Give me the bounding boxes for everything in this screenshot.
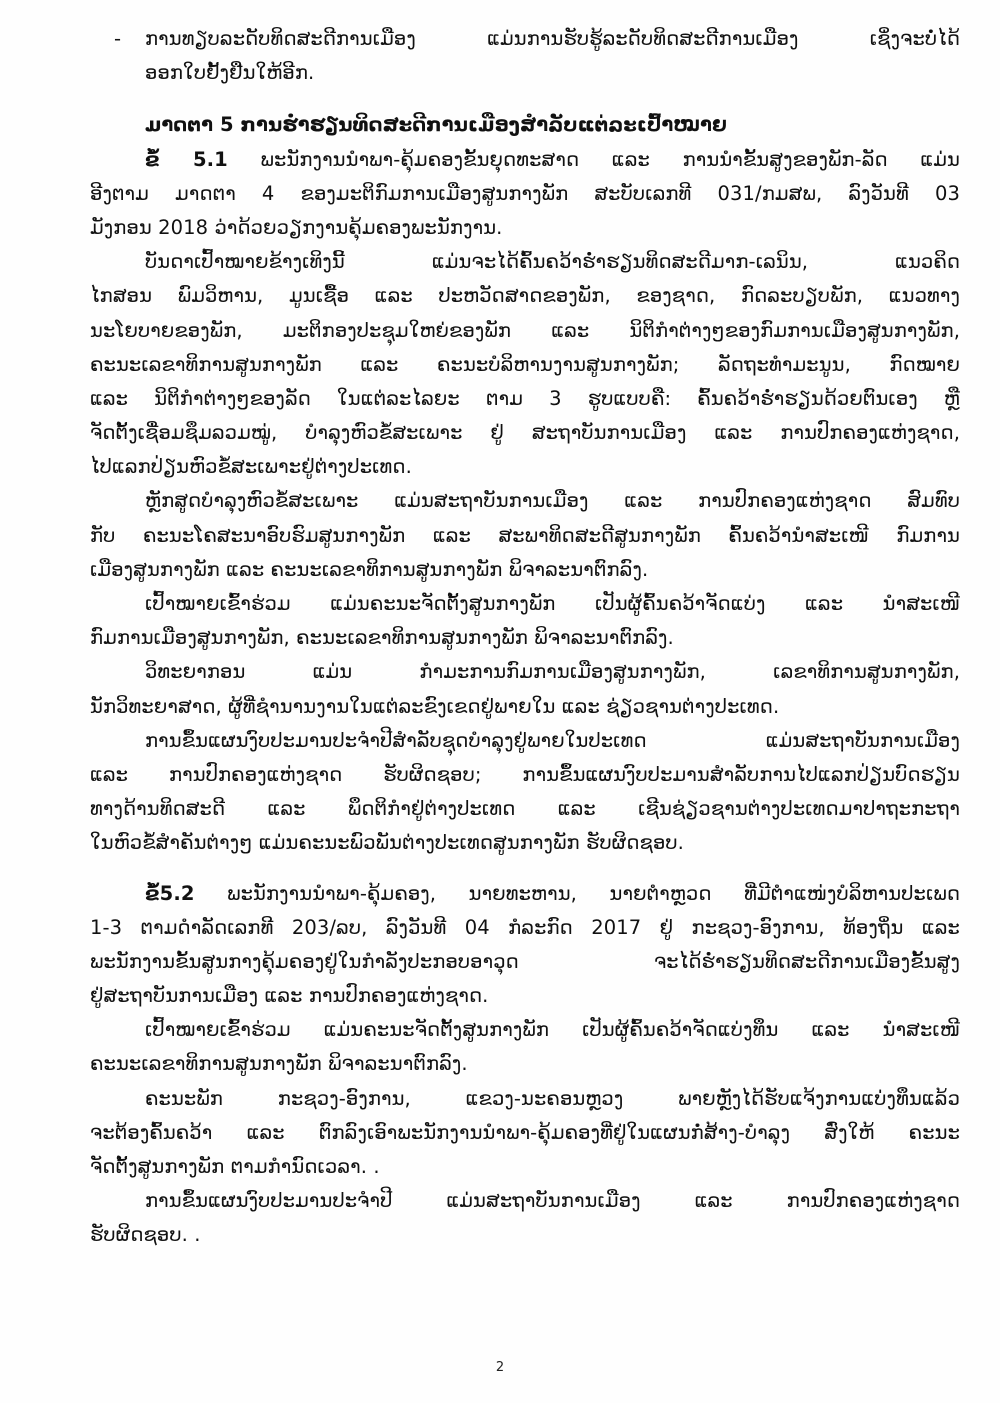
document-body bbox=[90, 22, 960, 1253]
page-number: 2 bbox=[495, 1360, 505, 1375]
paragraph-line: ເມືອງສູນກາງພັກ ແລະ ຄະນະເລຂາທິການສູນກາງພັກ ພິຈາລະນາຕົກລົງ. bbox=[90, 557, 649, 581]
bullet-text: ການທຽບລະດັບທິດສະດີການເມືອງ ແມ່ນການຮັບຮູ້ລະດັບທິດສະດີການເມືອງ ເຊິ່ງຈະບໍ່ໄດ້ bbox=[145, 27, 960, 50]
paragraph-line: ການຂຶ້ນແຜນງົບປະມານປະຈໍາປີ ແມ່ນສະຖາບັນການເມືອງ ແລະ ການປົກຄອງແຫ່ງຊາດ bbox=[145, 1189, 960, 1213]
paragraph-line: ວິທະຍາກອນ ແມ່ນ ກໍາມະການກົມການເມືອງສູນກາງພັກ, ເລຂາທິການສູນກາງພັກ, bbox=[145, 660, 960, 684]
paragraph-line: ນະໂຍບາຍຂອງພັກ, ມະຕິກອງປະຊຸມໃຫຍ່ຂອງພັກ ແລະ ນິຕິກໍາຕ່າງໆຂອງກົມການເມືອງສູນກາງພັກ, bbox=[90, 318, 960, 342]
paragraph-line: ເປົ້າໝາຍເຂົ້າຮ່ວມ ແມ່ນຄະນະຈັດຕັ້ງສູນກາງພັກ ເປັນຜູ້ຄົ້ນຄວ້າຈັດແບ່ງທຶນ ແລະ ນໍາສະເໜີ bbox=[145, 1018, 960, 1042]
bullet-item-line bbox=[90, 22, 960, 56]
paragraph-line: ຈັດຕັ້ງສູນກາງພັກ ຕາມກໍານົດເວລາ. . bbox=[90, 1155, 380, 1178]
bullet-text: ອອກໃບຢັ້ງຢືນໃຫ້ອີກ. bbox=[145, 61, 315, 85]
paragraph-line: ຄະນະເລຂາທິການສູນກາງພັກ ແລະ ຄະນະບໍລິຫານງານສູນກາງພັກ; ລັດຖະທໍາມະນູນ, ກົດໝາຍ bbox=[90, 352, 960, 376]
paragraph-line: ຫຼັກສູດບໍາລຸງຫົວຂໍ້ສະເພາະ ແມ່ນສະຖາບັນການເມືອງ ແລະ ການປົກຄອງແຫ່ງຊາດ ສົມທົບ bbox=[145, 489, 960, 513]
paragraph-line: ກົມການເມືອງສູນກາງພັກ, ຄະນະເລຂາທິການສູນກາງພັກ ພິຈາລະນາຕົກລົງ. bbox=[90, 626, 674, 650]
article-5-1-line: ອີງຕາມ ມາດຕາ 4 ຂອງມະຕິກົມການເມືອງສູນກາງພັກ ສະບັບເລກທີ 031/ກມສພ, ລົງວັນທີ 03 bbox=[90, 181, 960, 205]
paragraph-line: ຄະນະພັກ ກະຊວງ-ອົງການ, ແຂວງ-ນະຄອນຫຼວງ ພາຍຫຼັງໄດ້ຮັບແຈ້ງການແບ່ງທຶນແລ້ວ bbox=[145, 1086, 960, 1110]
paragraph-line: ບັນດາເປົ້າໝາຍຂ້າງເທິງນີ້ ແມ່ນຈະໄດ້ຄົ້ນຄວ້າຮໍ່າຮຽນທິດສະດີມາກ-ເລນິນ, ແນວຄິດ bbox=[145, 250, 960, 274]
paragraph-line: ນັກວິທະຍາສາດ, ຜູ້ທີ່ຊໍານານງານໃນແຕ່ລະຂົງເຂດຢູ່ພາຍໃນ ແລະ ຊ່ຽວຊານຕ່າງປະເທດ. bbox=[90, 694, 780, 718]
paragraph-line: ການຂຶ້ນແຜນງົບປະມານປະຈໍາປີສໍາລັບຊຸດບໍາລຸງຢູ່ພາຍໃນປະເທດ ແມ່ນສະຖາບັນການເມືອງ bbox=[145, 728, 960, 752]
paragraph-line: ໄປແລກປ່ຽນຫົວຂໍ້ສະເພາະຢູ່ຕ່າງປະເທດ. bbox=[90, 455, 412, 479]
article-5-1-label: ຂໍ້ 5.1 bbox=[145, 147, 228, 171]
bullet-symbol: - bbox=[114, 27, 122, 50]
paragraph-line: ແລະ ນິຕິກໍາຕ່າງໆຂອງລັດ ໃນແຕ່ລະໄລຍະ ຕາມ 3 ຮູບແບບຄື: ຄົ້ນຄວ້າຮໍ່າຮຽນດ້ວຍຕົນເອງ ຫຼື bbox=[90, 386, 960, 410]
paragraph-line: ໃນຫົວຂໍ້ສໍາຄັນຕ່າງໆ ແມ່ນຄະນະພົວພັນຕ່າງປະເທດສູນກາງພັກ ຮັບຜິດຊອບ. bbox=[90, 831, 684, 855]
article-5-1-text: ພະນັກງານນໍາພາ-ຄຸ້ມຄອງຂັ້ນຍຸດທະສາດ ແລະ ການນໍາຂັ້ນສູງຂອງພັກ-ລັດ ແມ່ນ bbox=[227, 147, 960, 171]
paragraph-line: ຄະນະເລຂາທິການສູນກາງພັກ ພິຈາລະນາຕົກລົງ. bbox=[90, 1052, 468, 1076]
paragraph-line: ໄກສອນ ພົມວິຫານ, ມູນເຊື້ອ ແລະ ປະຫວັດສາດຂອງພັກ, ຂອງຊາດ, ກົດລະບຽບພັກ, ແນວທາງ bbox=[90, 284, 960, 308]
paragraph-line: ຮັບຜິດຊອບ. . bbox=[90, 1223, 201, 1247]
article-5-2-text: ພະນັກງານນໍາພາ-ຄຸ້ມຄອງ, ນາຍທະຫານ, ນາຍຕໍາຫຼວດ ທີ່ມີຕໍາແໜ່ງບໍລິຫານປະເພດ bbox=[194, 881, 960, 905]
paragraph-line: ທາງດ້ານທິດສະດີ ແລະ ພຶດຕິກໍາຢູ່ຕ່າງປະເທດ ແລະ ເຊີນຊ່ຽວຊານຕ່າງປະເທດມາປາຖະກະຖາ bbox=[90, 797, 960, 821]
article-5-1-line: ມັງກອນ 2018 ວ່າດ້ວຍວຽກງານຄຸ້ມຄອງພະນັກງານ. bbox=[90, 215, 503, 239]
paragraph-line: ກັບ ຄະນະໂຄສະນາອົບຮົມສູນກາງພັກ ແລະ ສະພາທິດສະດີສູນກາງພັກ ຄົ້ນຄວ້ານໍາສະເໜີ ກົມການ bbox=[90, 523, 960, 547]
bullet-item-line bbox=[90, 56, 960, 90]
paragraph-line: ຈະຕ້ອງຄົ້ນຄວ້າ ແລະ ຕົກລົງເອົາພະນັກງານນໍາພາ-ຄຸ້ມຄອງທີ່ຢູ່ໃນແຜນກໍ່ສ້າງ-ບໍາລຸງ ສົ່ງໃຫ້ ຄະນະ bbox=[90, 1120, 960, 1144]
paragraph-line: ເປົ້າໝາຍເຂົ້າຮ່ວມ ແມ່ນຄະນະຈັດຕັ້ງສູນກາງພັກ ເປັນຜູ້ຄົ້ນຄວ້າຈັດແບ່ງ ແລະ ນໍາສະເໜີ bbox=[145, 592, 960, 615]
paragraph-line: ຈັດຕັ້ງເຊື່ອມຊຶມລວມໝູ່, ບໍາລຸງຫົວຂໍ້ສະເພາະ ຢູ່ ສະຖາບັນການເມືອງ ແລະ ການປົກຄອງແຫ່ງຊາດ, bbox=[90, 421, 960, 445]
section-heading: ມາດຕາ 5 ການຮໍ່າຮຽນທິດສະດີການເມືອງສໍາລັບແຕ່ລະເປົ້າໝາຍ bbox=[145, 113, 727, 137]
paragraph-line: ແລະ ການປົກຄອງແຫ່ງຊາດ ຮັບຜິດຊອບ; ການຂຶ້ນແຜນງົບປະມານສໍາລັບການໄປແລກປ່ຽນບົດຮຽນ bbox=[90, 762, 960, 786]
article-5-2-line: ພະນັກງານຂັ້ນສູນກາງຄຸ້ມຄອງຢູ່ໃນກໍາລັງປະກອບອາວຸດ ຈະໄດ້ຮໍ່າຮຽນທິດສະດີການເມືອງຂັ້ນສູງ bbox=[90, 949, 960, 973]
article-5-2-line: ຢູ່ສະຖາບັນການເມືອງ ແລະ ການປົກຄອງແຫ່ງຊາດ. bbox=[90, 984, 489, 1008]
article-5-2-label: ຂໍ້5.2 bbox=[145, 881, 195, 905]
article-5-2-line: 1-3 ຕາມດໍາລັດເລກທີ 203/ລບ, ລົງວັນທີ 04 ກໍລະກົດ 2017 ຢູ່ ກະຊວງ-ອົງການ, ທ້ອງຖິ່ນ ແລະ bbox=[90, 915, 960, 939]
article-5-2-first-line bbox=[90, 877, 960, 911]
article-5-1-first-line bbox=[90, 143, 960, 177]
